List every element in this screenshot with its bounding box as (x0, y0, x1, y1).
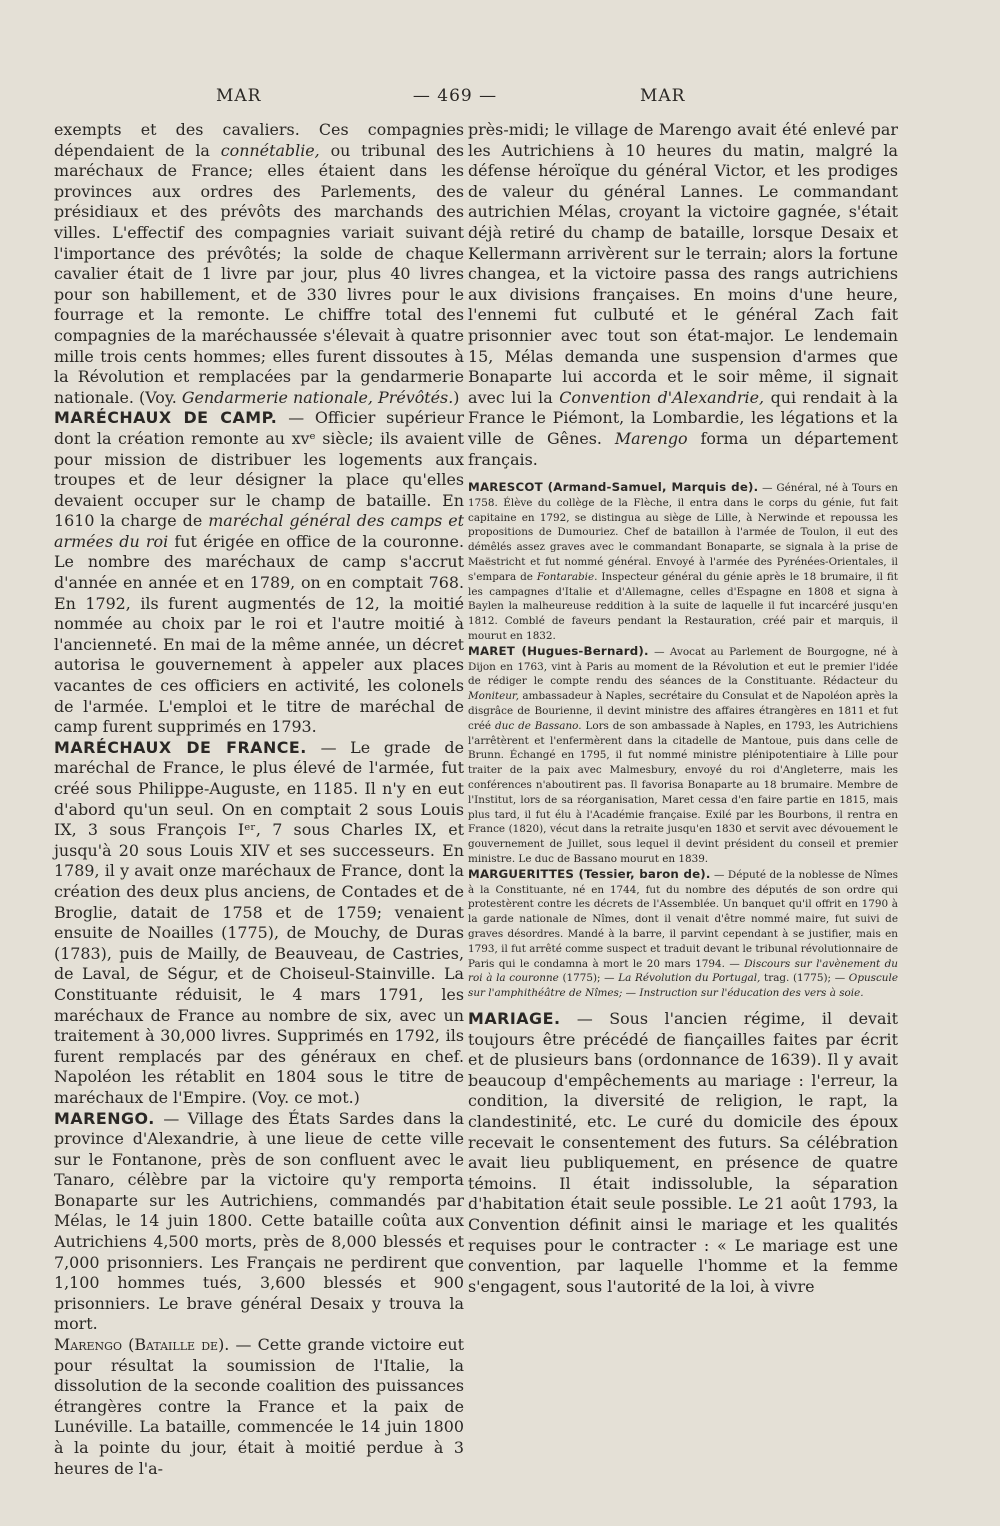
page-number: — 469 — (412, 86, 498, 106)
entry-heading: MARET (Hugues-Bernard). (468, 643, 649, 658)
entry-marechaux-de-france: MARÉCHAUX DE FRANCE. — Le grade de maréchal de France, le plus élevé de l'armée, fut créé sous Philippe-Auguste, en 1185. Il n'y en eut d'abord qu'un seul. On en comptait 2 sous Louis IX, 3 sous François Iᵉʳ, 7 sous Charles IX, et jusqu'à 20 sous Louis XIV et ses successeurs. En 1789, il y avait onze maréchaux de France, dont la création des deux plus anciens, de Contades et de Broglie, datait de 1758 et de 1759; venaient ensuite de Noailles (1775), de Mouchy, de Duras (1783), puis de Mailly, de Beauveau, de Castries, de Laval, de Ségur, et de Choiseul-Stainville. La Constituante réduisit, le 4 mars 1791, les maréchaux de France au nombre de six, avec un traitement à 30,000 livres. Supprimés en 1792, ils furent remplacés par des généraux en chef. Napoléon les rétablit en 1804 sous le titre de maréchaux de l'Empire. (Voy. ce mot.) (54, 737, 464, 1107)
entry-heading: MARENGO. (54, 1108, 155, 1128)
entry-bataille-de-marengo: Marengo (Bataille de). — Cette grande victoire eut pour résultat la soumission de l'Italie, la dissolution de la seconde coalition des puissances étrangères contre la France et la paix de Lunéville. La bataille, commencée le 14 juin 1800 à la pointe du jour, était à moitié perdue à 3 heures de l'a- (54, 1335, 464, 1478)
entry-heading: MARGUERITTES (Tessier, baron de). (468, 866, 711, 881)
entry-heading: Marengo (Bataille de). (54, 1335, 230, 1355)
entry-marescot: MARESCOT (Armand-Samuel, Marquis de). — Général, né à Tours en 1758. Élève du collège de la Flèche, il entra dans le corps du génie, fut fait capitaine en 1792, se distingua au siège de Lille, à Nerwinde et repoussa les propositions de Dumouriez. Chef de bataillon à l'armée de Toulon, il eut des démêlés assez graves avec le commandant Bonaparte, se signala à la prise de Maëstricht et fut nommé général. Envoyé à l'armée des Pyrénées-Orientales, il s'empara de Fontarabie. Inspecteur général du génie après le 18 brumaire, il fit les campagnes d'Italie et d'Allemagne, celles d'Espagne en 1808 et signa à Baylen la malheureuse reddition à la suite de laquelle il fut incarcéré jusqu'en 1812. Comblé de faveurs pendant la Restauration, créé pair et marquis, il mourut en 1832. (468, 480, 899, 643)
entry-heading: MARIAGE. (468, 1008, 561, 1028)
right-column (468, 120, 898, 1297)
running-head-right: MAR (640, 86, 686, 106)
entry-bataille-de-marengo-continued: près-midi; le village de Marengo avait été enlevé par les Autrichiens à 10 heures du matin, malgré la défense héroïque du général Victor, et les prodiges de valeur du général Lannes. Le commandant autrichien Mélas, croyant la victoire gagnée, s'était déjà retiré du champ de bataille, lorsque Desaix et Kellermann arrivèrent sur le terrain; alors la fortune changea, et la victoire passa des rangs autrichiens aux divisions françaises. En moins d'une heure, l'ennemi fut culbuté et le général Zach fait prisonnier avec tout son état-major. Le lendemain 15, Mélas demanda une suspension d'armes que Bonaparte lui accorda et le soir même, il signait avec lui la Convention d'Alexandrie, qui rendait à la France le Piémont, la Lombardie, les légations et la ville de Gênes. Marengo forma un département français. (468, 120, 899, 469)
entry-marguerittes: MARGUERITTES (Tessier, baron de). — Député de la noblesse de Nîmes à la Constituante, né en 1744, fut du nombre des députés de son ordre qui protestèrent contre les décrets de l'Assemblée. Un banquet qu'il offrit en 1790 à la garde nationale de Nîmes, dont il venait d'être nommé maire, fut suivi de graves désordres. Mandé à la barre, il parvint cependant à se justifier, mais en 1793, il fut arrêté comme suspect et traduit devant le tribunal révolutionnaire de Paris qui le condamna à mort le 20 mars 1794. — Discours sur l'avènement du roi à la couronne (1775); — La Révolution du Portugal, trag. (1775); — Opuscule sur l'amphithéâtre de Nîmes; — Instruction sur l'éducation des vers à soie. (468, 866, 898, 1000)
entry-heading: MARESCOT (Armand-Samuel, Marquis de). (468, 480, 759, 495)
entry-heading: MARÉCHAUX DE CAMP. (54, 408, 278, 428)
left-column (54, 120, 464, 1479)
entry-marechaussee-continued: exempts et des cavaliers. Ces compagnies dépendaient de la connétablie, ou tribunal des maréchaux de France; elles étaient dans les provinces aux ordres des Parlements, des présidiaux et des prévôts des marchands des villes. L'effectif des compagnies variait suivant l'importance des prévôtés; la solde de chaque cavalier était de 1 livre par jour, plus 40 livres pour son habillement, et de 330 livres pour le fourrage et la remonte. Le chiffre total des compagnies de la maréchaussée s'élevait à quatre mille trois cents hommes; elles furent dissoutes à la Révolution et remplacées par la gendarmerie nationale. (Voy. Gendarmerie nationale, Prévôtés.) (54, 120, 464, 407)
entry-maret: MARET (Hugues-Bernard). — Avocat au Parlement de Bourgogne, né à Dijon en 1763, vint à Paris au moment de la Révolution et eut le premier l'idée de rédiger le compte rendu des séances de la Constituante. Rédacteur du Moniteur, ambassadeur à Naples, secrétaire du Consulat et de Napoléon après la disgrâce de Bourienne, il devint ministre des affaires étrangères en 1811 et fut créé duc de Bassano. Lors de son ambassade à Naples, en 1793, les Autrichiens l'arrêtèrent et l'enfermèrent dans la citadelle de Mantoue, puis dans celle de Brunn. Échangé en 1795, il fut nommé ministre plénipotentiaire à Lille pour traiter de la paix avec Malmesbury, envoyé du roi d'Angleterre, mais les conférences n'aboutirent pas. Il favorisa Bonaparte au 18 brumaire. Membre de l'Institut, lors de sa réorganisation, Maret cessa d'en faire partie en 1815, mais plus tard, il fut élu à l'Académie française. Exilé par les Bourbons, il rentra en France (1820), vécut dans la retraite jusqu'en 1830 et servit avec dévouement le gouvernement de Juillet, sous lequel il devint président du conseil et premier ministre. Le duc de Bassano mourut en 1839. (468, 643, 898, 866)
entry-marechaux-de-camp: MARÉCHAUX DE CAMP. — Officier supérieur dont la création remonte au xvᵉ siècle; ils avaient pour mission de distribuer les logements aux troupes et de leur désigner la place qu'elles devaient occuper sur le champ de bataille. En 1610 la charge de maréchal général des camps et armées du roi fut érigée en office de la couronne. Le nombre des maréchaux de camp s'accrut d'année en année et en 1789, on en comptait 768. En 1792, ils furent augmentés de 12, la moitié nommée au choix par le roi et l'autre moitié à l'ancienneté. En mai de la même année, un décret autorisa le gouvernement à appeler aux places vacantes de ces officiers en activité, les colonels de l'armée. L'emploi et le titre de maréchal de camp furent supprimés en 1793. (54, 408, 464, 737)
entry-heading: MARÉCHAUX DE FRANCE. (54, 737, 307, 757)
running-head-left: MAR (216, 86, 262, 106)
entry-mariage: MARIAGE. — Sous l'ancien régime, il devait toujours être précédé de fiançailles faites par écrit et de plusieurs bans (ordonnance de 1639). Il y avait beaucoup d'empêchements au mariage : l'erreur, la condition, la diversité de religion, le rapt, la clandestinité, etc. Le curé du domicile des époux recevait le consentement des futurs. Sa célébration avait lieu publiquement, en présence de quatre témoins. Il était indissoluble, la séparation d'habitation était seule possible. Le 21 août 1793, la Convention définit ainsi le mariage et les qualités requises pour le contracter : « Le mariage est une convention, par laquelle l'homme et la femme s'engagent, sous l'autorité de la loi, à vivre (468, 1008, 898, 1296)
entry-marengo: MARENGO. — Village des États Sardes dans la province d'Alexandrie, à une lieue de cette ville sur le Fontanone, près de son confluent avec le Tanaro, célèbre par la victoire qu'y remporta Bonaparte sur les Autrichiens, commandés par Mélas, le 14 juin 1800. Cette bataille coûta aux Autrichiens 4,500 morts, près de 8,000 blessés et 7,000 prisonniers. Les Français ne perdirent que 1,100 hommes tués, 3,600 blessés et 900 prisonniers. Le brave général Desaix y trouva la mort. (54, 1108, 464, 1334)
